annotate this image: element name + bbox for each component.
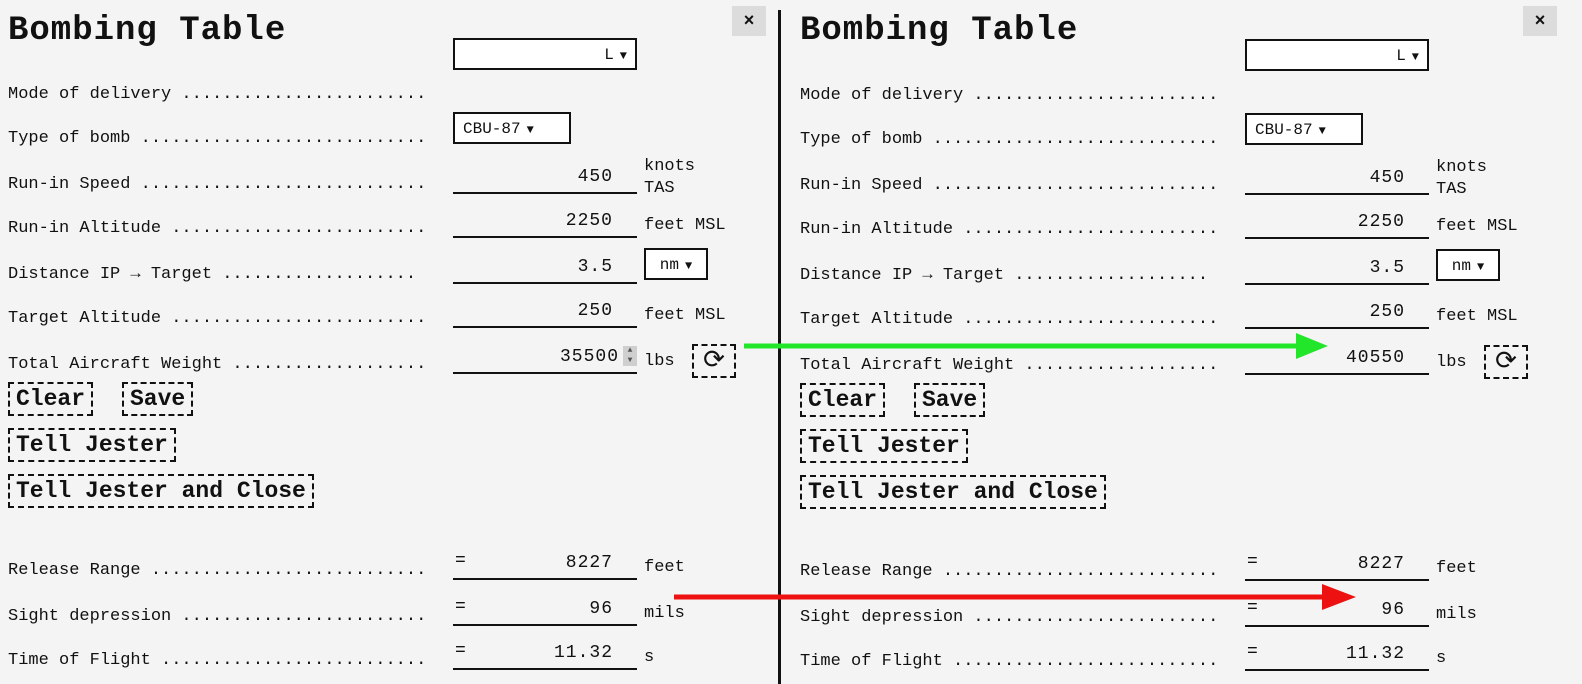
- speed-row: [8, 157, 768, 198]
- target-alt-input[interactable]: 250: [453, 300, 637, 328]
- mode-label: Mode of delivery ........................: [800, 86, 1219, 105]
- release-row: [8, 550, 768, 580]
- sight-unit: mils: [644, 604, 685, 623]
- speed-row: [800, 158, 1560, 199]
- caret-down-icon: ▼: [1411, 50, 1419, 64]
- altitude-label: Run-in Altitude .........................: [8, 219, 427, 238]
- close-icon[interactable]: ×: [1523, 6, 1557, 36]
- caret-down-icon: ▼: [1318, 124, 1326, 138]
- bomb-label: Type of bomb ............................: [8, 129, 427, 148]
- distance-row: [8, 254, 768, 284]
- mode-value: L: [1396, 47, 1406, 65]
- red-arrow: [672, 583, 1360, 613]
- tof-output: = 11.32: [453, 642, 637, 670]
- tell-jester-close-button[interactable]: Tell Jester and Close: [800, 475, 1106, 509]
- tell-jester-close-button[interactable]: Tell Jester and Close: [8, 474, 314, 508]
- distance-unit-select[interactable]: nm ▼: [1436, 249, 1500, 281]
- target-alt-label: Target Altitude .........................: [8, 309, 427, 328]
- weight-input[interactable]: 40550: [1245, 347, 1429, 375]
- altitude-row: [800, 209, 1560, 239]
- refresh-icon[interactable]: ⟳: [692, 344, 736, 378]
- bombing-table-panel-left: [0, 0, 776, 684]
- release-output: = 8227: [1245, 553, 1429, 581]
- speed-label: Run-in Speed ............................: [8, 175, 427, 194]
- tof-unit: s: [644, 648, 655, 667]
- mode-row: [8, 46, 768, 104]
- green-arrow: [740, 330, 1330, 364]
- caret-down-icon: ▼: [1477, 260, 1485, 274]
- sight-unit: mils: [1436, 605, 1477, 624]
- release-unit: feet: [644, 558, 685, 577]
- clear-button[interactable]: Clear: [8, 382, 93, 416]
- sight-label: Sight depression ........................: [8, 607, 427, 626]
- altitude-row: [8, 208, 768, 238]
- save-button[interactable]: Save: [122, 382, 193, 416]
- target-alt-unit: feet MSL: [1436, 307, 1518, 326]
- clear-button[interactable]: Clear: [800, 383, 885, 417]
- speed-label: Run-in Speed ............................: [800, 176, 1219, 195]
- distance-label: Distance IP → Target ...................: [8, 265, 417, 284]
- close-icon[interactable]: ×: [732, 6, 766, 36]
- release-label: Release Range ...........................: [8, 561, 427, 580]
- speed-input[interactable]: 450: [1245, 167, 1429, 195]
- bomb-row: [800, 119, 1560, 149]
- bomb-row: [8, 118, 768, 148]
- spinner-icon[interactable]: ▲ ▼: [623, 346, 637, 366]
- mode-select[interactable]: [1245, 39, 1429, 71]
- release-output: = 8227: [453, 552, 637, 580]
- weight-label: Total Aircraft Weight ...................: [800, 356, 1219, 375]
- target-alt-label: Target Altitude .........................: [800, 310, 1219, 329]
- tof-output: = 11.32: [1245, 643, 1429, 671]
- caret-down-icon: ▼: [685, 259, 693, 273]
- caret-down-icon: ▼: [619, 49, 627, 63]
- tell-jester-button[interactable]: Tell Jester: [8, 428, 176, 462]
- panel-title: Bombing Table: [800, 12, 1079, 50]
- tell-jester-button[interactable]: Tell Jester: [800, 429, 968, 463]
- target-alt-row: [8, 298, 768, 328]
- weight-unit: lbs: [1436, 353, 1467, 372]
- bomb-value: CBU-87: [463, 120, 521, 138]
- tof-unit: s: [1436, 649, 1447, 668]
- altitude-label: Run-in Altitude .........................: [800, 220, 1219, 239]
- tof-label: Time of Flight ..........................: [800, 652, 1219, 671]
- speed-unit: knots TAS: [644, 157, 696, 198]
- target-alt-row: [800, 299, 1560, 329]
- mode-select[interactable]: [453, 38, 637, 70]
- release-row: [800, 551, 1560, 581]
- weight-input[interactable]: 35500 ▲ ▼: [453, 346, 637, 374]
- sight-output: = 96: [1245, 599, 1429, 627]
- bomb-label: Type of bomb ............................: [800, 130, 1219, 149]
- panel-title: Bombing Table: [8, 12, 287, 50]
- altitude-input[interactable]: 2250: [453, 210, 637, 238]
- tof-row: [8, 640, 768, 670]
- sight-output: = 96: [453, 598, 637, 626]
- distance-input[interactable]: 3.5: [453, 256, 637, 284]
- distance-label: Distance IP → Target ...................: [800, 266, 1209, 285]
- bomb-select[interactable]: [453, 112, 571, 144]
- distance-row: [800, 255, 1560, 285]
- save-button[interactable]: Save: [914, 383, 985, 417]
- speed-unit: knots TAS: [1436, 158, 1488, 199]
- tof-label: Time of Flight ..........................: [8, 651, 427, 670]
- altitude-input[interactable]: 2250: [1245, 211, 1429, 239]
- weight-unit: lbs: [644, 352, 675, 371]
- mode-value: L: [604, 46, 614, 64]
- target-alt-unit: feet MSL: [644, 306, 726, 325]
- distance-input[interactable]: 3.5: [1245, 257, 1429, 285]
- tof-row: [800, 641, 1560, 671]
- bomb-select[interactable]: [1245, 113, 1363, 145]
- target-alt-input[interactable]: 250: [1245, 301, 1429, 329]
- release-unit: feet: [1436, 559, 1477, 578]
- weight-row: [8, 344, 768, 374]
- speed-input[interactable]: 450: [453, 166, 637, 194]
- caret-down-icon: ▼: [526, 123, 534, 137]
- bomb-value: CBU-87: [1255, 121, 1313, 139]
- sight-label: Sight depression ........................: [800, 608, 1219, 627]
- sight-row: [8, 596, 768, 626]
- weight-label: Total Aircraft Weight ...................: [8, 355, 427, 374]
- mode-label: Mode of delivery ........................: [8, 85, 427, 104]
- altitude-unit: feet MSL: [1436, 217, 1518, 236]
- mode-row: [800, 47, 1560, 105]
- altitude-unit: feet MSL: [644, 216, 726, 235]
- distance-unit-select[interactable]: nm ▼: [644, 248, 708, 280]
- release-label: Release Range ...........................: [800, 562, 1219, 581]
- refresh-icon[interactable]: ⟳: [1484, 345, 1528, 379]
